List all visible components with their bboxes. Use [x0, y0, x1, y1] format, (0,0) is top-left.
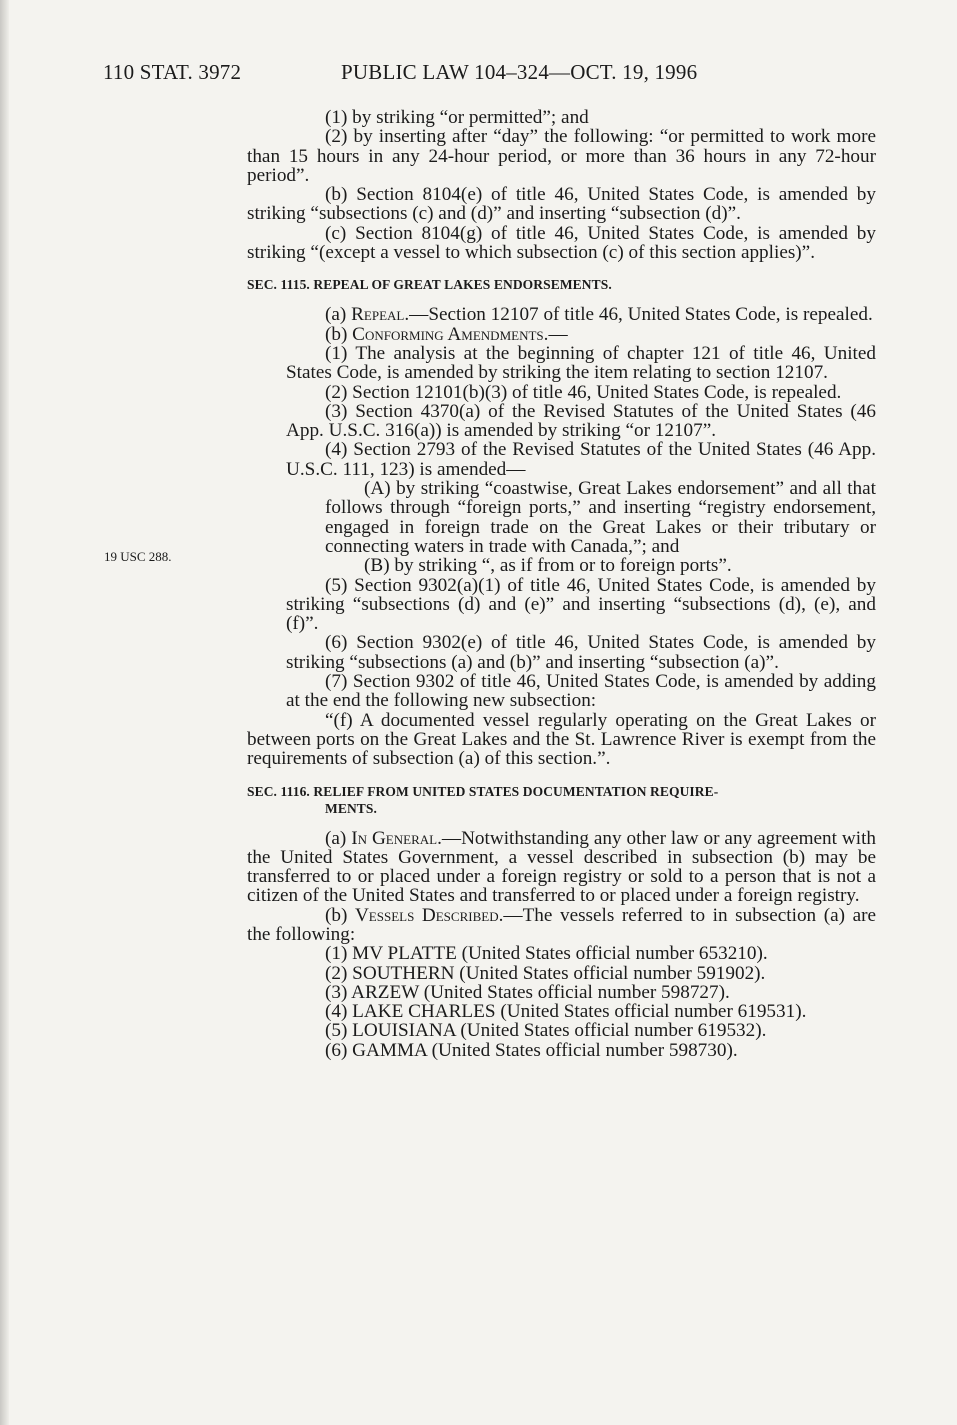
paragraph: (A) by striking “coastwise, Great Lakes endorsement” and all that follows through “foreign ports,” and inserting “registry endorsement, engaged in foreign trade on the Great Lakes or their tributary or connecting waters in trade with Canada,”; and [325, 478, 876, 557]
paragraph: (1) MV PLATTE (United States official number 653210). [325, 943, 768, 965]
paragraph: (1) by striking “or permitted”; and [325, 107, 589, 128]
paragraph: (7) Section 9302 of title 46, United States Code, is amended by adding at the end the following new subsection: [286, 671, 876, 712]
paragraph: (c) Section 8104(g) of title 46, United States Code, is amended by striking “(except a vessel to which subsection (c) of this section applies)”. [247, 222, 876, 264]
paragraph: (2) Section 12101(b)(3) of title 46, United States Code, is repealed. [325, 381, 842, 403]
paragraph: (1) The analysis at the beginning of chapter 121 of title 46, United States Code, is amended by striking the item relating to section 12107. [286, 342, 876, 384]
paragraph: (4) LAKE CHARLES (United States official number 619531). [325, 1001, 807, 1023]
subsection-heading: Vessels Described. [354, 904, 504, 926]
subsection-heading: Conforming Amendments. [352, 323, 549, 345]
paragraph-label: (b) [325, 323, 353, 345]
page-number: 110 STAT. 3972 [103, 60, 242, 84]
paragraph: “(f) A documented vessel regularly operating on the Great Lakes or between ports on the Great Lakes and the St. Lawrence River is exempt from the requirements of subsection (a) of this section.”. [247, 709, 876, 770]
paragraph: (6) GAMMA (United States official number 598730). [325, 1039, 738, 1061]
subsection-heading: In General. [351, 827, 442, 849]
section-heading-1115: SEC. 1115. REPEAL OF GREAT LAKES ENDORSEMENTS. [247, 277, 612, 293]
paragraph: (3) ARZEW (United States official number 598727). [325, 981, 730, 1003]
paragraph: (b) Section 8104(e) of title 46, United States Code, is amended by striking “subsections (c) and (d)” and inserting “subsection (d)”. [247, 184, 876, 225]
paragraph-label: (b) [325, 904, 355, 926]
section-heading-1116 [247, 783, 876, 817]
paragraph-label: (a) [325, 827, 352, 849]
scan-edge [0, 0, 9, 1425]
paragraph-text: —Notwithstanding any other law or any agreement with the United States Government, a vessel described in subsection (b) may be transferred to or placed under a foreign registry or sold to a person that is not a citizen of the United States and transferred to or placed under a foreign registry. [247, 827, 877, 907]
law-title: PUBLIC LAW 104–324—OCT. 19, 1996 [341, 60, 698, 84]
paragraph: (2) SOUTHERN (United States official number 591902). [325, 962, 766, 984]
paragraph: (4) Section 2793 of the Revised Statutes of the United States (46 App. U.S.C. 111, 123) is amended— [286, 439, 876, 480]
paragraph-label: (a) [325, 304, 352, 326]
paragraph: (3) Section 4370(a) of the Revised Statutes of the United States (46 App. U.S.C. 316(a)) is amended by striking “or 12107”. [286, 400, 876, 442]
paragraph [247, 906, 876, 945]
paragraph [247, 305, 876, 324]
paragraph: (2) by inserting after “day” the following: “or permitted to work more than 15 hours in any 24-hour period, or more than 36 hours in any 72-hour period”. [247, 126, 876, 186]
section-heading-line: SEC. 1116. RELIEF FROM UNITED STATES DOCUMENTATION REQUIRE- [247, 783, 719, 799]
subsection-heading: Repeal. [351, 304, 410, 326]
paragraph: (5) LOUISIANA (United States official number 619532). [325, 1020, 767, 1042]
paragraph-text: — [548, 323, 568, 345]
paragraph-text: —The vessels referred to in subsection (a) are the following: [247, 904, 877, 945]
paragraph [247, 325, 876, 344]
margin-citation: 19 USC 288. [104, 549, 172, 564]
section-heading-line: MENTS. [325, 800, 377, 816]
paragraph: (6) Section 9302(e) of title 46, United States Code, is amended by striking “subsections (a) and (b)” and inserting “subsection (a)”. [286, 632, 876, 673]
paragraph [247, 829, 876, 906]
paragraph: (B) by striking “, as if from or to foreign ports”. [364, 555, 732, 577]
document-body [247, 108, 876, 1060]
paragraph-text: —Section 12107 of title 46, United States Code, is repealed. [409, 304, 873, 326]
paragraph: (5) Section 9302(a)(1) of title 46, United States Code, is amended by striking “subsections (d) and (e)” and inserting “subsections (d), (e), and (f)”. [286, 574, 876, 635]
